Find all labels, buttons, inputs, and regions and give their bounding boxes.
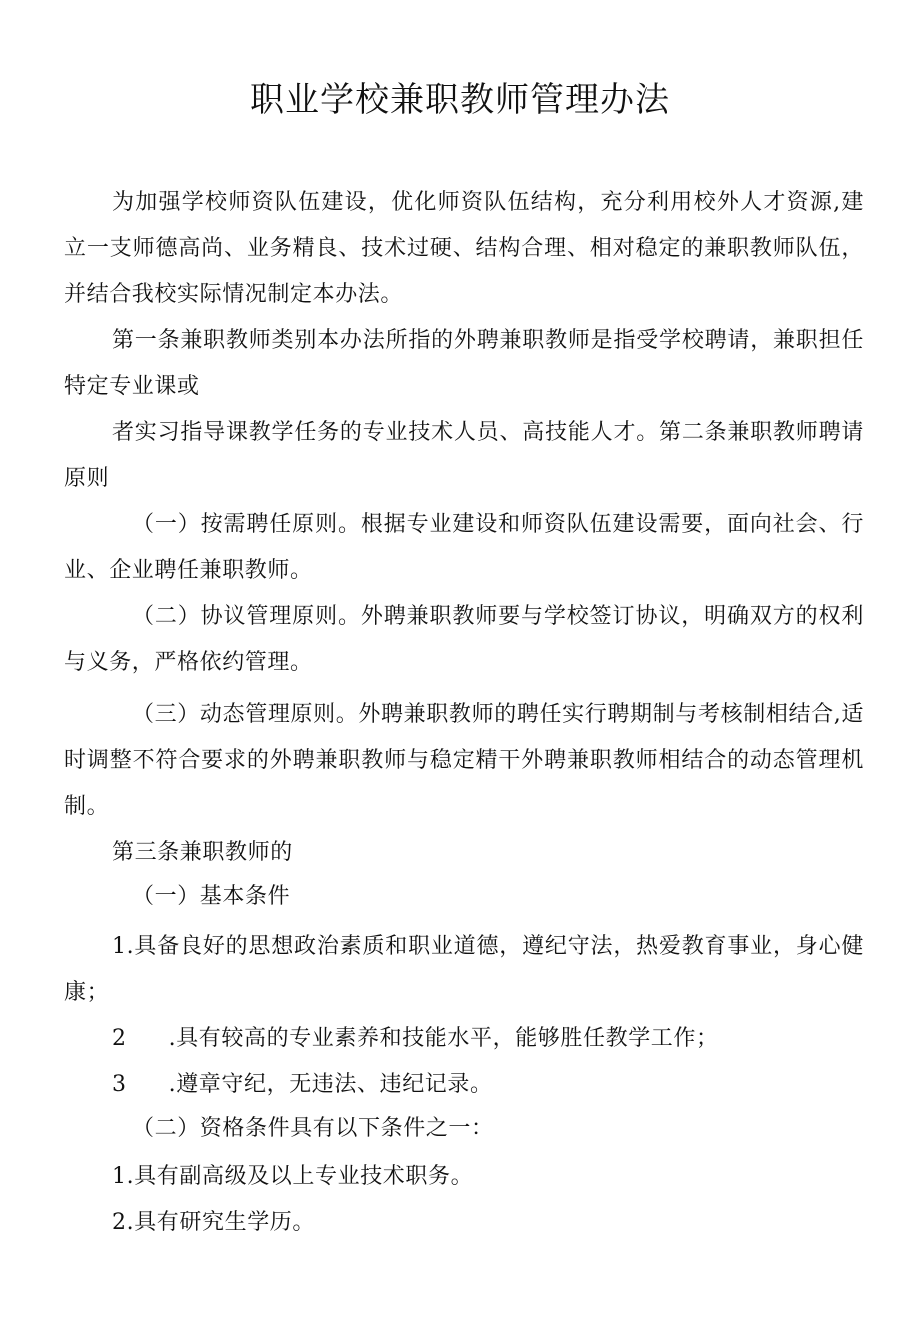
qualification-condition-1: 1.具有副高级及以上专业技术职务。 (112, 1164, 474, 1189)
basic-condition-2 (64, 1016, 864, 1062)
article-1-paragraph: 第一条兼职教师类别本办法所指的外聘兼职教师是指受学校聘请，兼职担任特定专业课或 (64, 328, 864, 399)
basic-condition-3 (64, 1062, 864, 1108)
basic-condition-3-text: .遵章守纪，无违法、违纪记录。 (168, 1072, 493, 1097)
basic-condition-1: 1.具备良好的思想政治素质和职业道德，遵纪守法，热爱教育事业，身心健康； (64, 934, 864, 1005)
basic-condition-2-number: 2 (112, 1026, 127, 1051)
intro-paragraph: 为加强学校师资队伍建设，优化师资队伍结构，充分利用校外人才资源,建立一支师德高尚、业务精良、技术过硬、结构合理、相对稳定的兼职教师队伍，并结合我校实际情况制定本办法。 (64, 190, 864, 307)
article-3-heading: 第三条兼职教师的 (112, 840, 293, 865)
basic-condition-3-number: 3 (112, 1072, 127, 1097)
basic-conditions-heading: （一）基本条件 (132, 884, 291, 909)
qualification-conditions-heading: （二）资格条件具有以下条件之一： (132, 1116, 494, 1141)
principle-3-paragraph: （三）动态管理原则。外聘兼职教师的聘任实行聘期制与考核制相结合,适时调整不符合要求的外聘兼职教师与稳定精干外聘兼职教师相结合的动态管理机制。 (64, 702, 864, 819)
principle-2-paragraph: （二）协议管理原则。外聘兼职教师要与学校签订协议，明确双方的权利与义务，严格依约管理。 (64, 604, 864, 675)
document-title: 职业学校兼职教师管理办法 (250, 80, 670, 120)
qualification-condition-2: 2.具有研究生学历。 (112, 1210, 315, 1235)
article-1-continuation-paragraph: 者实习指导课教学任务的专业技术人员、高技能人才。第二条兼职教师聘请原则 (64, 420, 864, 491)
principle-1-paragraph: （一）按需聘任原则。根据专业建设和师资队伍建设需要，面向社会、行业、企业聘任兼职教师。 (64, 512, 864, 583)
basic-condition-2-text: .具有较高的专业素养和技能水平，能够胜任教学工作； (168, 1026, 719, 1051)
